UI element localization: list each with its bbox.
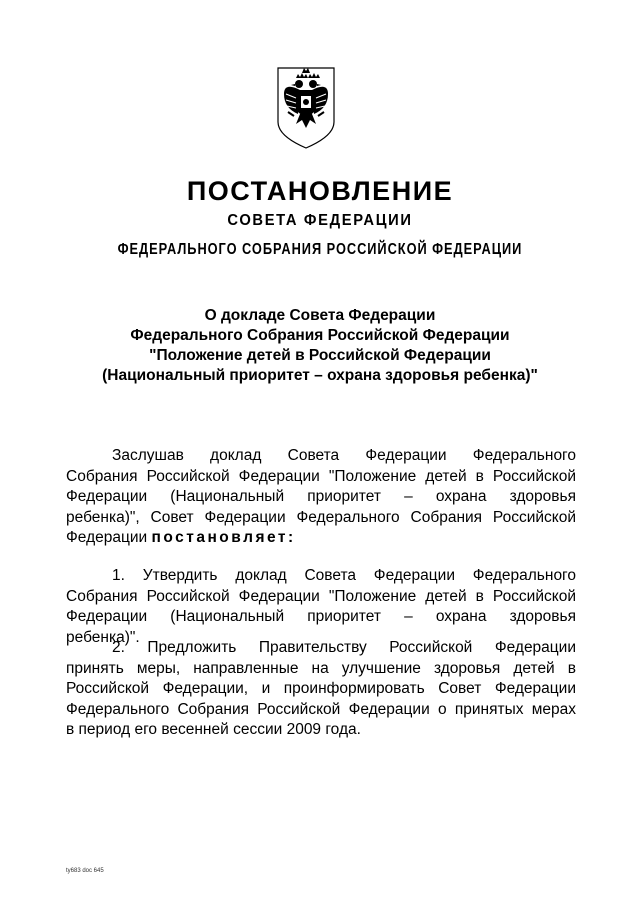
issuer-line-1: СОВЕТА ФЕДЕРАЦИИ xyxy=(227,212,413,229)
text-line: принять меры, направленные на улучшение здоровья детей в xyxy=(66,659,576,677)
subject-line: "Положение детей в Российской Федерации xyxy=(149,347,491,364)
preamble-paragraph xyxy=(66,446,576,549)
text-line xyxy=(66,528,576,549)
text-line: Собрания Российской Федерации "Положение детей в Российской xyxy=(66,587,576,605)
text-line: Российской Федерации, и проинформировать Совет Федерации xyxy=(66,680,576,697)
subject-line: О докладе Совета Федерации xyxy=(204,307,436,324)
document-subject xyxy=(0,306,640,386)
text-line: ребенка)". xyxy=(66,628,140,646)
subject-line: (Национальный приоритет – охрана здоровья ребенка)" xyxy=(102,367,538,384)
subject-line: Федерального Собрания Российской Федерации xyxy=(130,327,510,344)
item-2-paragraph xyxy=(66,638,576,741)
text-line: в период его весенней сессии 2009 года. xyxy=(66,721,361,738)
decides-keyword: постановляет: xyxy=(151,529,296,546)
file-reference: ty683 doc 645 xyxy=(66,868,104,874)
text-line: Федерального Собрания Российской Федерации о принятых мерах xyxy=(66,700,576,718)
coat-of-arms-icon xyxy=(274,64,338,150)
item-1-paragraph xyxy=(66,566,576,648)
text-line: Федерации (Национальный приоритет – охрана здоровья xyxy=(66,608,576,625)
text-line: Федерации (Национальный приоритет – охрана здоровья xyxy=(66,488,576,505)
document-type-title: ПОСТАНОВЛЕНИЕ xyxy=(186,176,454,206)
text-line: Заслушав доклад Совета Федерации Федерального xyxy=(112,447,576,464)
text-line: ребенка)", Совет Федерации Федерального Собрания Российской xyxy=(66,508,576,526)
issuer-line-2: ФЕДЕРАЛЬНОГО СОБРАНИЯ РОССИЙСКОЙ ФЕДЕРАЦИИ xyxy=(117,241,523,258)
text-line: 1. Утвердить доклад Совета Федерации Федерального xyxy=(112,567,576,584)
text-line: 2. Предложить Правительству Российской Федерации xyxy=(112,639,576,656)
text-fragment: Федерации xyxy=(66,529,148,546)
text-line: Собрания Российской Федерации "Положение детей в Российской xyxy=(66,467,576,485)
